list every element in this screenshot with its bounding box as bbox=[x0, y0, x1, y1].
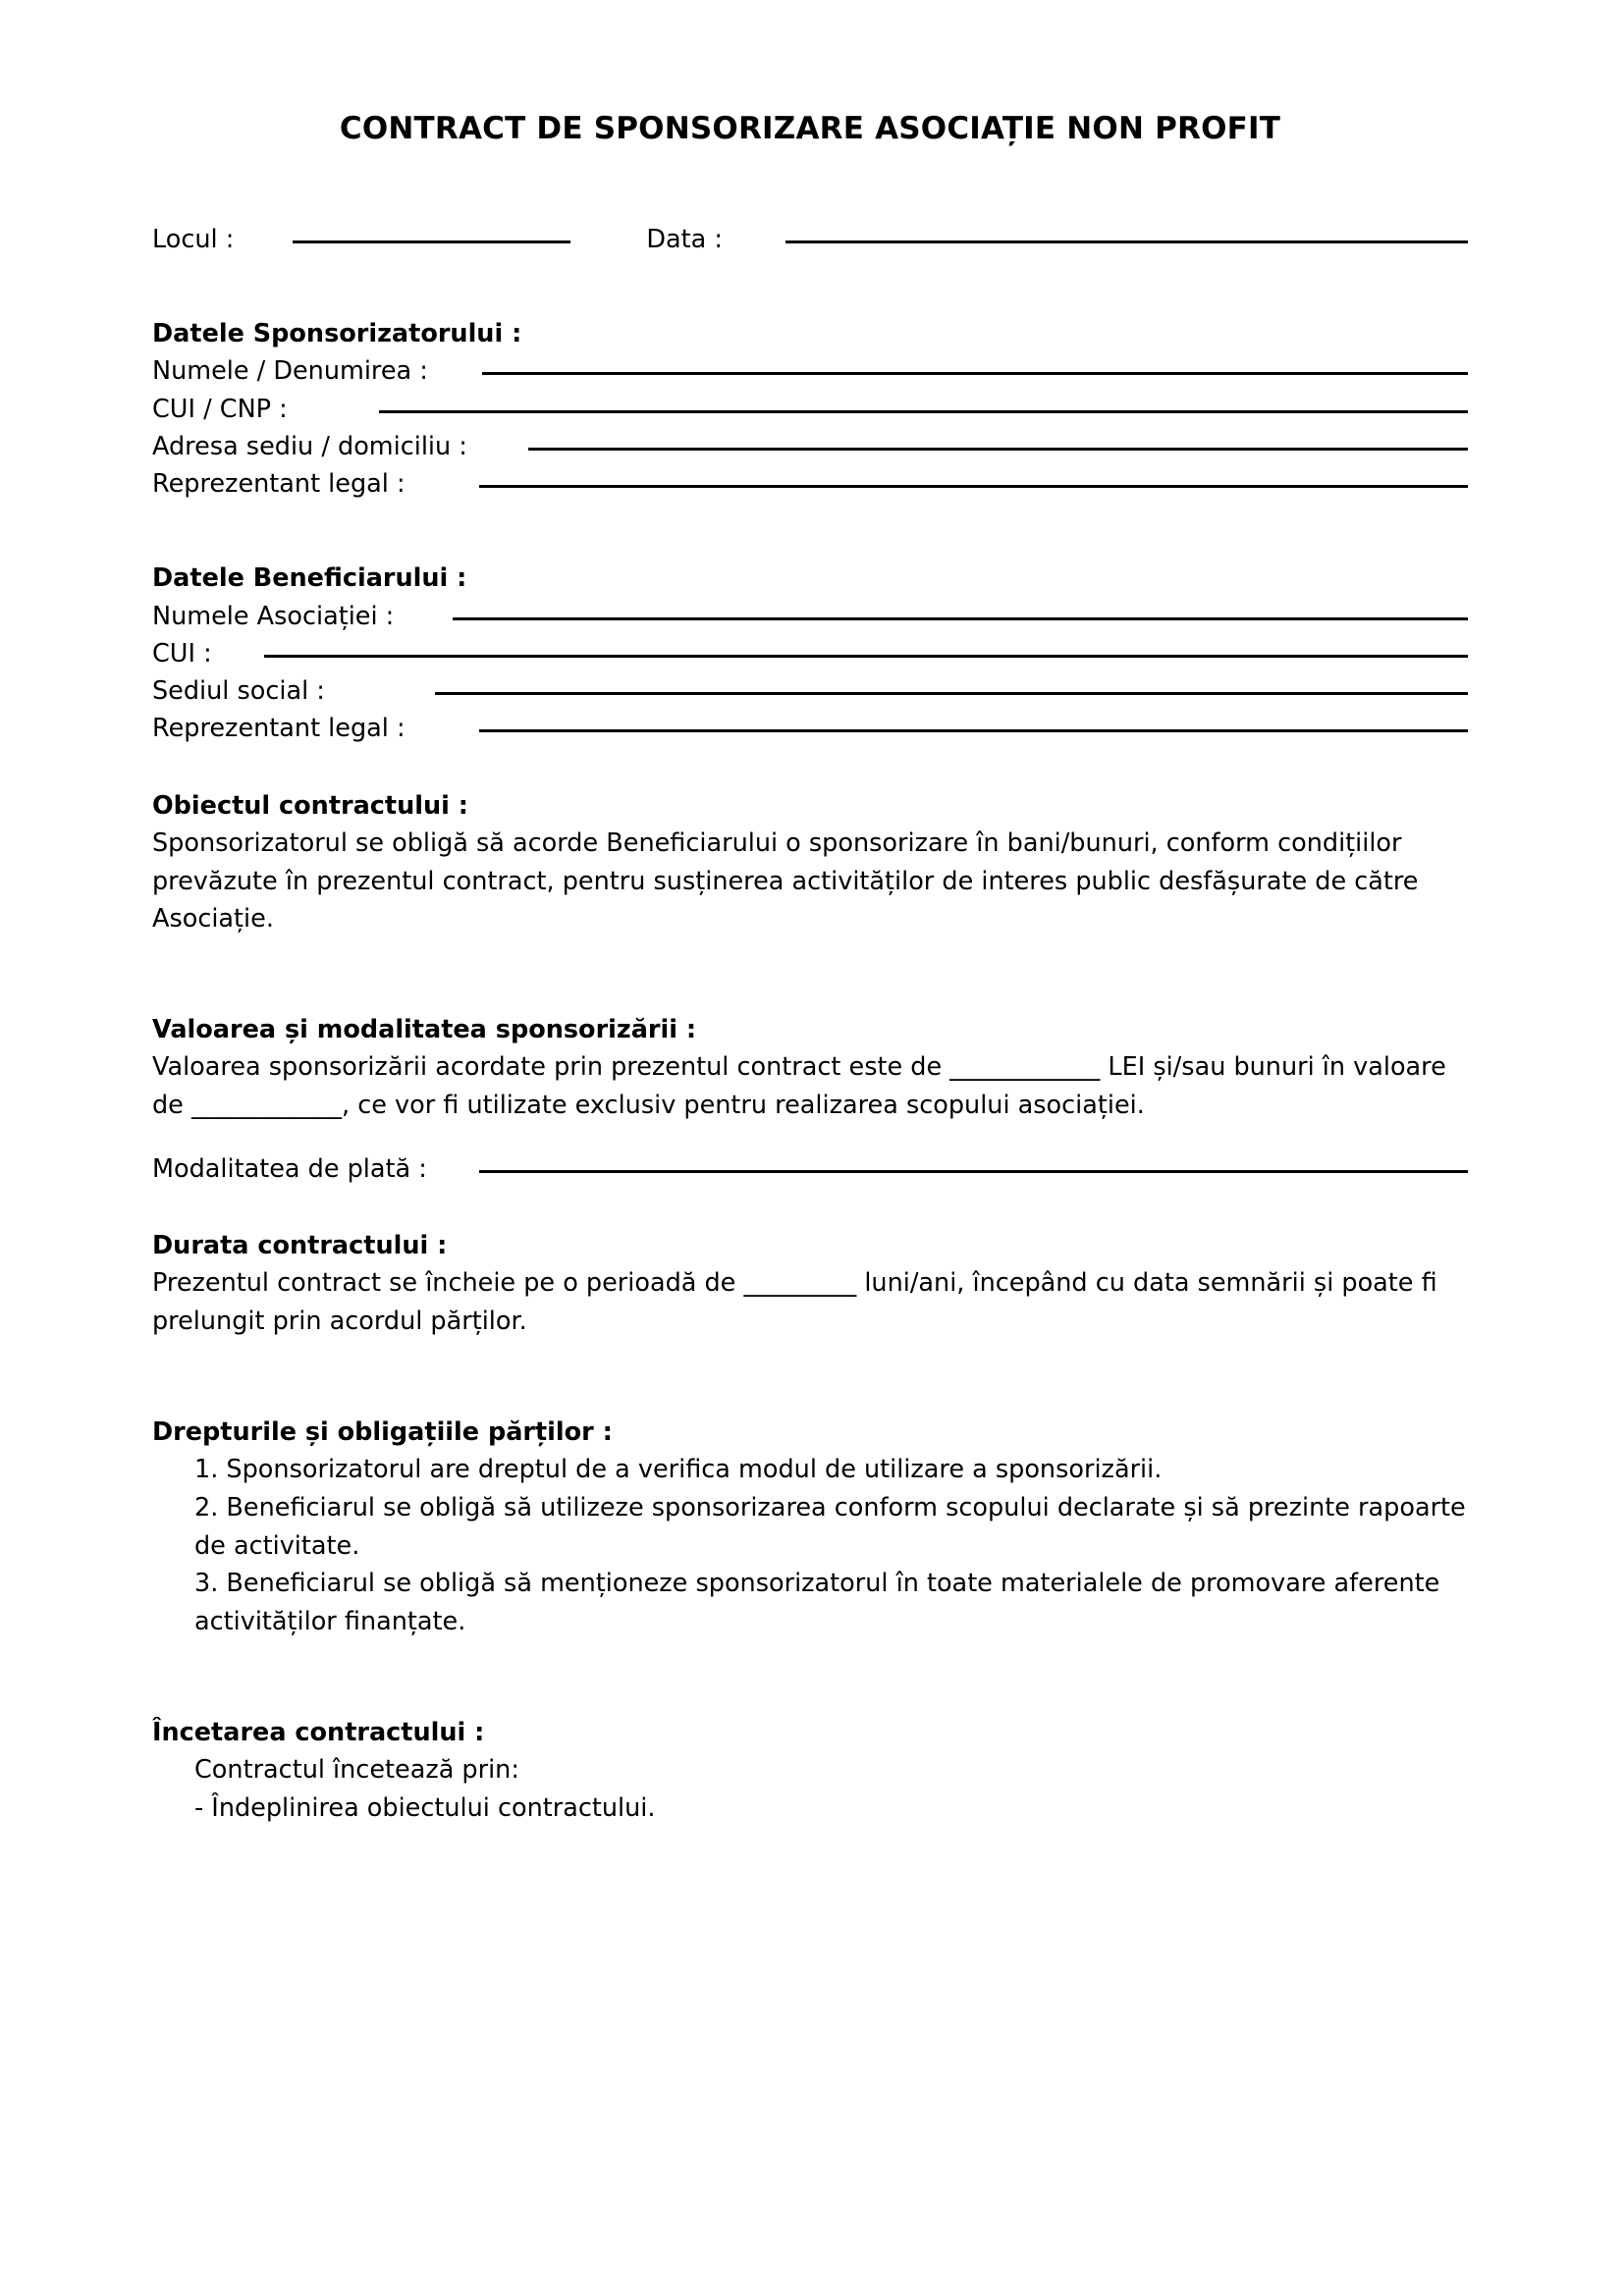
value-paragraph bbox=[152, 1048, 1468, 1125]
value-text-1: Valoarea sponsorizării acordate prin prezentul contract este de bbox=[152, 1052, 950, 1083]
value-text-2: LEI și/sau bunuri în valoare de bbox=[152, 1052, 1446, 1120]
beneficiary-representative-input-rule[interactable] bbox=[479, 729, 1468, 732]
beneficiary-field-name bbox=[152, 598, 1468, 635]
sponsor-field-name bbox=[152, 352, 1468, 390]
sponsor-representative-label: Reprezentant legal : bbox=[152, 469, 406, 499]
termination-intro: Contractul încetează prin: bbox=[194, 1755, 519, 1785]
list-item: 1. Sponsorizatorul are dreptul de a verifica modul de utilizare a sponsorizării. bbox=[194, 1455, 1163, 1484]
rights-heading: Drepturile și obligațiile părților : bbox=[152, 1416, 613, 1447]
place-date-row bbox=[152, 221, 1468, 258]
beneficiary-cui-label: CUI : bbox=[152, 638, 212, 668]
place-label: Locul : bbox=[152, 224, 235, 254]
beneficiary-field-office bbox=[152, 672, 1468, 710]
beneficiary-name-input-rule[interactable] bbox=[453, 617, 1468, 620]
duration-text-1: Prezentul contract se încheie pe o perioadă de bbox=[152, 1268, 744, 1299]
sponsor-field-representative bbox=[152, 465, 1468, 503]
payment-method-label: Modalitatea de plată : bbox=[152, 1153, 427, 1184]
page-title: CONTRACT DE SPONSORIZARE ASOCIAȚIE NON PROFIT bbox=[339, 111, 1281, 146]
beneficiary-cui-input-rule[interactable] bbox=[264, 655, 1468, 658]
sponsor-name-input-rule[interactable] bbox=[482, 372, 1468, 375]
duration-heading: Durata contractului : bbox=[152, 1231, 448, 1260]
document-content bbox=[152, 0, 1468, 1828]
payment-method-input-rule[interactable] bbox=[479, 1170, 1468, 1173]
sponsor-address-label: Adresa sediu / domiciliu : bbox=[152, 431, 467, 461]
termination-list bbox=[194, 1751, 1468, 1828]
value-heading: Valoarea și modalitatea sponsorizării : bbox=[152, 1015, 697, 1044]
beneficiary-field-representative bbox=[152, 710, 1468, 747]
sponsor-field-address bbox=[152, 428, 1468, 465]
beneficiary-office-input-rule[interactable] bbox=[435, 692, 1468, 695]
list-item: 2. Beneficiarul se obligă să utilizeze sponsorizarea conform scopului declarate și să prezinte rapoarte de activitate. bbox=[194, 1492, 1466, 1561]
beneficiary-representative-label: Reprezentant legal : bbox=[152, 714, 406, 744]
sponsor-cui-input-rule[interactable] bbox=[379, 410, 1468, 413]
termination-heading: Încetarea contractului : bbox=[152, 1717, 485, 1747]
sponsor-cui-label: CUI / CNP : bbox=[152, 394, 288, 424]
duration-text-2: luni/ani, începând cu data semnării și poate fi prelungit prin acordul părților. bbox=[152, 1268, 1437, 1336]
value-amount-blank[interactable]: ____________ bbox=[949, 1052, 1101, 1083]
duration-paragraph bbox=[152, 1264, 1468, 1341]
sponsor-heading: Datele Sponsorizatorului : bbox=[152, 319, 522, 348]
date-input-rule[interactable] bbox=[785, 240, 1468, 243]
sponsor-representative-input-rule[interactable] bbox=[479, 485, 1468, 488]
beneficiary-heading: Datele Beneficiarului : bbox=[152, 563, 467, 594]
sponsor-address-input-rule[interactable] bbox=[528, 448, 1468, 451]
list-item: 3. Beneficiarul se obligă să menționeze sponsorizatorul în toate materialele de promovare aferente activităților finanțate. bbox=[194, 1569, 1440, 1636]
payment-method-row bbox=[152, 1150, 1468, 1188]
rights-list bbox=[194, 1451, 1468, 1641]
object-heading: Obiectul contractului : bbox=[152, 790, 468, 821]
beneficiary-field-cui bbox=[152, 635, 1468, 672]
object-paragraph: Sponsorizatorul se obligă să acorde Beneficiarului o sponsorizare în bani/bunuri, conform condițiilor prevăzute în prezentul contract, pentru susținerea activităților de interes public desfășurate de către Asociație. bbox=[152, 828, 1419, 934]
list-item: - Îndeplinirea obiectului contractului. bbox=[194, 1792, 656, 1823]
beneficiary-office-label: Sediul social : bbox=[152, 676, 325, 706]
sponsor-field-cui bbox=[152, 391, 1468, 428]
value-goods-blank[interactable]: ____________ bbox=[190, 1091, 342, 1120]
date-label: Data : bbox=[646, 224, 723, 254]
value-text-3: , ce vor fi utilizate exclusiv pentru realizarea scopului asociației. bbox=[341, 1091, 1145, 1120]
beneficiary-name-label: Numele Asociației : bbox=[152, 601, 395, 631]
sponsor-name-label: Numele / Denumirea : bbox=[152, 356, 428, 387]
duration-period-blank[interactable]: _________ bbox=[743, 1268, 857, 1299]
place-input-rule[interactable] bbox=[293, 240, 570, 243]
